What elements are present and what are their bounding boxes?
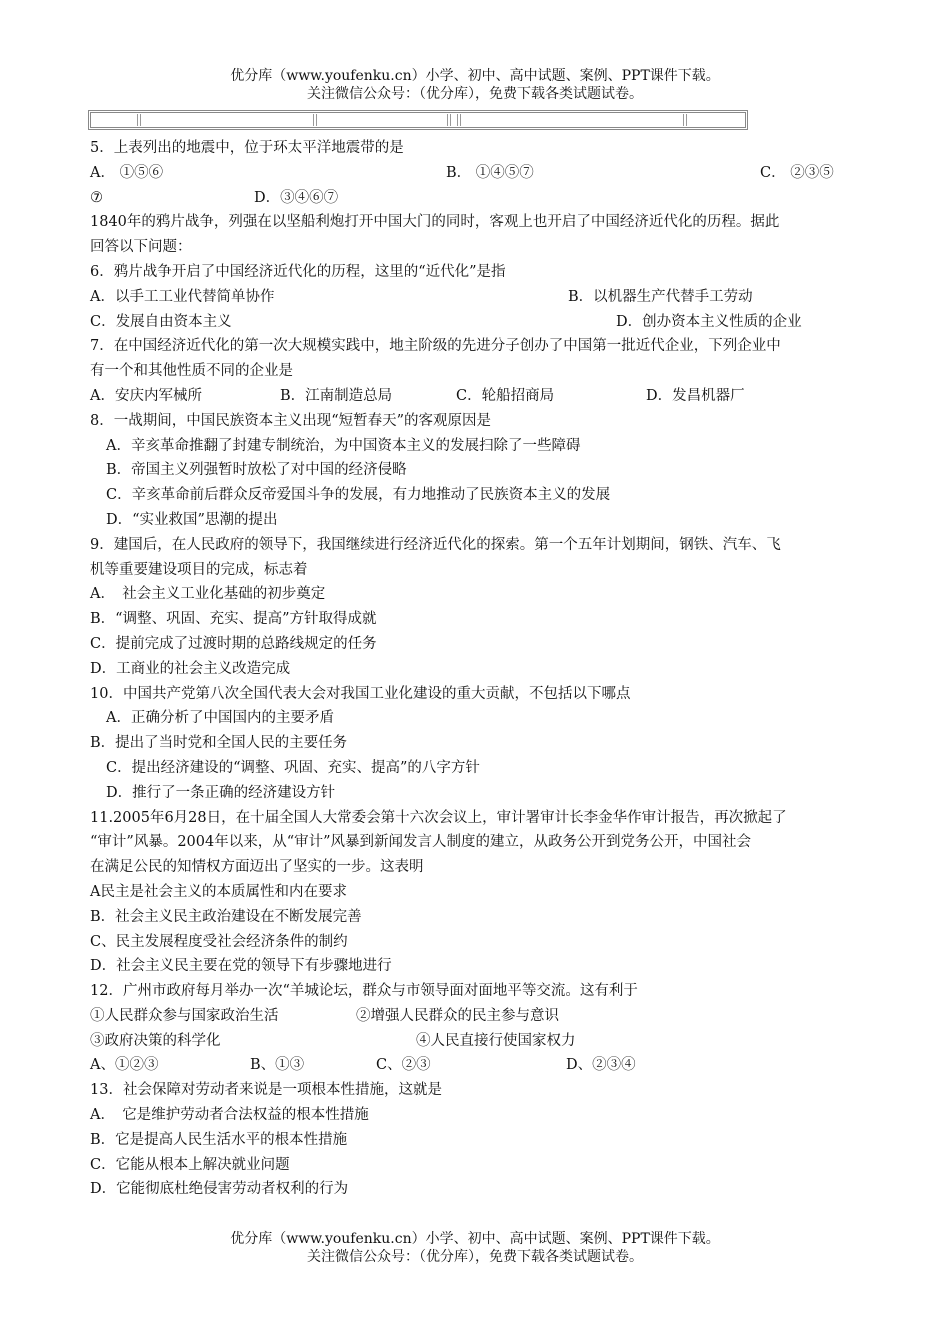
q9-stem-1: 9．建国后，在人民政府的领导下，我国继续进行经济近代化的探索。第一个五年计划期间，钢铁、汽车、飞 bbox=[90, 536, 781, 553]
q12-items-row-1 bbox=[90, 1004, 862, 1029]
q12-item-1: ①人民群众参与国家政治生活 bbox=[90, 1007, 279, 1024]
page-header bbox=[0, 67, 950, 103]
q6-options-row-1 bbox=[90, 285, 862, 310]
q5-option-c: C． ②③⑤ bbox=[760, 164, 834, 181]
q11-option-c: C、民主发展程度受社会经济条件的制约 bbox=[90, 933, 348, 950]
q13-stem: 13．社会保障对劳动者来说是一项根本性措施，这就是 bbox=[90, 1082, 442, 1099]
q13-option-d: D．它能彻底杜绝侵害劳动者权利的行为 bbox=[90, 1181, 349, 1198]
q8-option-d: D．“实业救国”思潮的提出 bbox=[106, 511, 278, 528]
q6-options-row-2 bbox=[90, 310, 862, 335]
q5-options-row-2 bbox=[90, 186, 862, 211]
q6-option-b: B．以机器生产代替手工劳动 bbox=[568, 288, 753, 305]
q9-option-c: C．提前完成了过渡时期的总路线规定的任务 bbox=[90, 635, 377, 652]
page-footer bbox=[0, 1230, 950, 1266]
q11-option-d: D．社会主义民主要在党的领导下有步骤地进行 bbox=[90, 958, 392, 975]
q9-stem-2: 机等重要建设项目的完成，标志着 bbox=[90, 561, 308, 578]
q10-stem: 10．中国共产党第八次全国代表大会对我国工业化建设的重大贡献，不包括以下哪点 bbox=[90, 685, 631, 702]
q12-stem: 12．广州市政府每月举办一次“羊城论坛，群众与市领导面对面地平等交流。这有利于 bbox=[90, 983, 638, 1000]
q6-option-d: D．创办资本主义性质的企业 bbox=[616, 313, 802, 330]
exam-content bbox=[90, 136, 862, 1202]
table-cell-divider bbox=[137, 114, 141, 126]
q10-option-a: A．正确分析了中国国内的主要矛盾 bbox=[106, 710, 334, 727]
q11-option-b: B．社会主义民主政治建设在不断发展完善 bbox=[90, 908, 362, 925]
q7-options-row bbox=[90, 384, 862, 409]
table-cell-divider bbox=[447, 114, 451, 126]
q13-option-a: A． 它是维护劳动者合法权益的根本性措施 bbox=[90, 1107, 369, 1124]
q6-option-a: A．以手工工业代替简单协作 bbox=[90, 288, 275, 305]
section-intro-line-1: 1840年的鸦片战争，列强在以坚船利炮打开中国大门的同时，客观上也开启了中国经济近代化的历程。据此 bbox=[90, 214, 780, 231]
q5-option-a: A． ①⑤⑥ bbox=[90, 164, 164, 181]
q5-option-c-cont: ⑦ bbox=[90, 189, 103, 206]
q7-option-a: A．安庆内军械所 bbox=[90, 387, 202, 404]
table-cell-divider bbox=[683, 114, 687, 126]
section-intro-line-2: 回答以下问题： bbox=[90, 239, 192, 256]
q10-option-d: D．推行了一条正确的经济建设方针 bbox=[106, 784, 336, 801]
q8-option-b: B．帝国主义列强暂时放松了对中国的经济侵略 bbox=[106, 462, 407, 479]
footer-line-2: 关注微信公众号：（优分库），免费下载各类试题试卷。 bbox=[307, 1249, 643, 1265]
earthquake-table-fragment bbox=[88, 110, 748, 130]
q7-stem-2: 有一个和其他性质不同的企业是 bbox=[90, 363, 293, 380]
q12-option-c: C、②③ bbox=[376, 1057, 431, 1074]
q11-stem-2: “审计”风暴。2004年以来，从“审计”风暴到新闻发言人制度的建立，从政务公开到党务公开，中国社会 bbox=[90, 834, 752, 851]
table-cell-divider bbox=[457, 114, 461, 126]
q8-stem: 8．一战期间，中国民族资本主义出现“短暂春天”的客观原因是 bbox=[90, 412, 492, 429]
q6-stem: 6．鸦片战争开启了中国经济近代化的历程，这里的“近代化”是指 bbox=[90, 263, 506, 280]
q7-stem-1: 7．在中国经济近代化的第一次大规模实践中，地主阶级的先进分子创办了中国第一批近代企业，下列企业中 bbox=[90, 338, 781, 355]
header-line-1: 优分库（www.youfenku.cn）小学、初中、高中试题、案例、PPT课件下载。 bbox=[230, 68, 720, 84]
q5-option-d: D．③④⑥⑦ bbox=[254, 189, 339, 206]
q12-item-4: ④人民直接行使国家权力 bbox=[416, 1032, 576, 1049]
q8-option-a: A．辛亥革命推翻了封建专制统治，为中国资本主义的发展扫除了一些障碍 bbox=[106, 437, 581, 454]
q12-options-row bbox=[90, 1053, 862, 1078]
q13-option-b: B．它是提高人民生活水平的根本性措施 bbox=[90, 1131, 348, 1148]
q7-option-b: B．江南制造总局 bbox=[280, 387, 393, 404]
header-line-2: 关注微信公众号：（优分库），免费下载各类试题试卷。 bbox=[307, 86, 643, 102]
q10-option-b: B．提出了当时党和全国人民的主要任务 bbox=[90, 735, 348, 752]
q8-option-c: C．辛亥革命前后群众反帝爱国斗争的发展，有力地推动了民族资本主义的发展 bbox=[106, 487, 611, 504]
q7-option-d: D．发昌机器厂 bbox=[646, 387, 745, 404]
footer-line-1: 优分库（www.youfenku.cn）小学、初中、高中试题、案例、PPT课件下载。 bbox=[230, 1231, 720, 1247]
q10-option-c: C．提出经济建设的“调整、巩固、充实、提高”的八字方针 bbox=[106, 759, 480, 776]
q11-stem-1: 11.2005年6月28日，在十届全国人大常委会第十六次会议上，审计署审计长李金华作审计报告，再次掀起了 bbox=[90, 809, 787, 826]
q9-option-b: B．“调整、巩固、充实、提高”方针取得成就 bbox=[90, 611, 377, 628]
q9-option-d: D．工商业的社会主义改造完成 bbox=[90, 660, 291, 677]
table-cell-divider bbox=[313, 114, 317, 126]
q5-options-row bbox=[90, 161, 862, 186]
q11-option-a: A民主是社会主义的本质属性和内在要求 bbox=[90, 883, 347, 900]
q9-option-a: A． 社会主义工业化基础的初步奠定 bbox=[90, 586, 326, 603]
q6-option-c: C．发展自由资本主义 bbox=[90, 313, 232, 330]
q7-option-c: C．轮船招商局 bbox=[456, 387, 555, 404]
q12-item-2: ②增强人民群众的民主参与意识 bbox=[356, 1007, 559, 1024]
q13-option-c: C．它能从根本上解决就业问题 bbox=[90, 1156, 290, 1173]
q12-option-d: D、②③④ bbox=[566, 1057, 636, 1074]
q12-item-3: ③政府决策的科学化 bbox=[90, 1032, 221, 1049]
q12-option-a: A、①②③ bbox=[90, 1057, 159, 1074]
q5-stem: 5．上表列出的地震中，位于环太平洋地震带的是 bbox=[90, 140, 404, 156]
q12-items-row-2 bbox=[90, 1029, 862, 1054]
q12-option-b: B、①③ bbox=[250, 1057, 305, 1074]
q11-stem-3: 在满足公民的知情权方面迈出了坚实的一步。这表明 bbox=[90, 859, 424, 876]
q5-option-b: B． ①④⑤⑦ bbox=[446, 164, 534, 181]
